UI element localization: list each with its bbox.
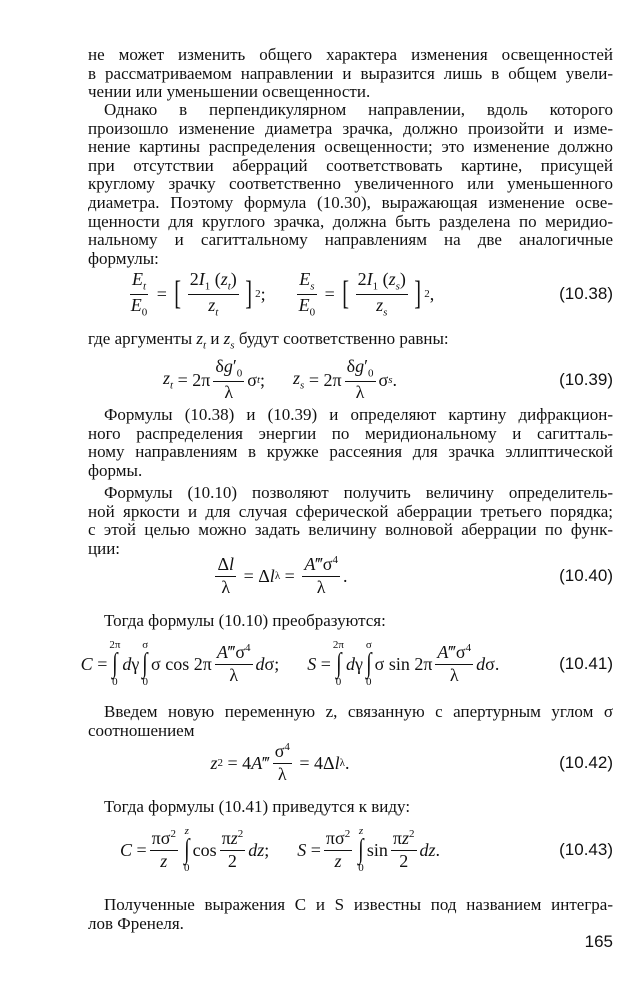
- text-fragment: и: [206, 329, 224, 348]
- equation-number: (10.42): [559, 753, 613, 772]
- text-line: в рассматриваемом направлении и выразится лишь в общем увели-: [88, 63, 613, 83]
- text-line: с этой целью можно задать величину волновой аберрации по функ-: [88, 520, 613, 540]
- text-line: ному направлениям в кружке рассеяния для зрачка эллиптической: [88, 442, 613, 462]
- text-line: нальному и сагиттальному направлениям на две аналогичные: [88, 230, 613, 250]
- equation-10-38: [0, 264, 640, 324]
- text-line: Формулы (10.38) и (10.39) и определяют картину дифракцион-: [104, 405, 613, 424]
- equation-10-42: [0, 733, 640, 793]
- paragraph-9: [0, 896, 640, 933]
- text-line: диаметра. Поэтому формула (10.30), выражающая изменение осве-: [88, 192, 613, 212]
- text-line: Тогда формулы (10.10) преобразуются:: [104, 611, 386, 630]
- equation-body: C = 2π ∫ 0 d γ σ ∫ 0 σ cos 2π $\frac{A‴\sigma^4}{\lambda}$ d σ; S = 2π ∫ 0 d γ σ ∫ 0 σ sin 2π $\frac{A‴\sigma^4}{\lambda}$ d σ.: [80, 639, 500, 688]
- equation-body: z 2 = 4 A ‴ $\frac{\sigma^4}{\lambda}$ = 4Δ l λ .: [210, 741, 350, 784]
- equation-number: (10.40): [559, 566, 613, 585]
- equation-body: $\frac{E_t}{E_0}$ = [ $\frac{2I_1 (z_t)}{z_t}$ ] 2 ; $\frac{E_s}{E_0}$ = [ $\frac{2I_1 (z_s)}{z_s}$ ] 2 ,: [130, 268, 435, 319]
- text-line: Тогда формулы (10.41) приведутся к виду:: [104, 797, 411, 816]
- equation-10-40: [0, 546, 640, 606]
- paragraph-4: [0, 406, 640, 480]
- text-line: Формулы (10.10) позволяют получить величину определитель-: [104, 483, 613, 502]
- equation-body: $\frac{\Delta l}{\lambda}$ = Δ l λ = $\frac{A‴\sigma^4}{\lambda}$ .: [217, 553, 348, 597]
- equation-10-39: [0, 350, 640, 410]
- equation-number: (10.38): [559, 284, 613, 303]
- text-line: ного распределения энергии по меридиональному и сагитталь-: [88, 423, 613, 443]
- text-line: нение картины распределения освещенности; это изменение должно: [88, 137, 613, 157]
- text-line: Однако в перпендикулярном направлении, вдоль которого: [104, 100, 613, 119]
- text-line: ции:: [88, 538, 121, 558]
- equation-number: (10.43): [559, 840, 613, 859]
- equation-10-41: [0, 634, 640, 694]
- text-line: лов Френеля.: [88, 913, 184, 933]
- equation-number: (10.41): [559, 654, 613, 673]
- text-line: соотношением: [88, 720, 195, 740]
- text-line: Полученные выражения C и S известны под названием интегра-: [104, 895, 613, 914]
- equation-number: (10.39): [559, 370, 613, 389]
- page-number: 165: [584, 932, 613, 951]
- equation-body: C = $\frac{\pi\sigma^2}{z}$ z ∫ 0 cos $\frac{\pi z^2}{2}$ dz ; S = $\frac{\pi\sigma^2}{z}$ z ∫ 0 sin $\frac{\pi z^2}{2}$ dz .: [119, 825, 441, 874]
- text-line: формулы:: [88, 248, 159, 268]
- text-line: произошло изменение диаметра зрачка, должно произойти и изме-: [88, 118, 613, 138]
- text-fragment: будут соответственно равны:: [234, 329, 449, 348]
- equation-body: $z_t$ = 2π $\frac{\delta g'_0}{\lambda}$ σ t ; $z_s$ = 2π $\frac{\delta g'_0}{\lambda}$ σ s .: [163, 356, 397, 402]
- text-line: не может изменить общего характера изменения освещенностей: [88, 45, 613, 64]
- text-fragment: где аргументы: [88, 329, 197, 348]
- text-line: круглому зрачку соответственно увеличенного или уменьшенного: [88, 174, 613, 194]
- text-line: формы.: [88, 460, 143, 480]
- text-line: щенности для круглого зрачка, должна быть разделена по меридио-: [88, 211, 613, 231]
- paragraph-2: [0, 101, 640, 268]
- text-line: ной яркости и для случая сферической аберрации третьего порядка;: [88, 501, 613, 521]
- text-line: где аргументы $z_t$ и $z_s$ будут соответственно равны:: [88, 329, 449, 352]
- paragraph-6: [0, 612, 640, 631]
- text-line: Введем новую переменную z, связанную с апертурным углом σ: [104, 702, 613, 721]
- text-line: при отсутствии аберраций соответствовать картине, присущей: [88, 155, 613, 175]
- paragraph-8: [0, 798, 640, 817]
- text-line: чении или уменьшении освещенности.: [88, 82, 371, 102]
- equation-10-43: [0, 820, 640, 880]
- paragraph-1: [0, 46, 640, 102]
